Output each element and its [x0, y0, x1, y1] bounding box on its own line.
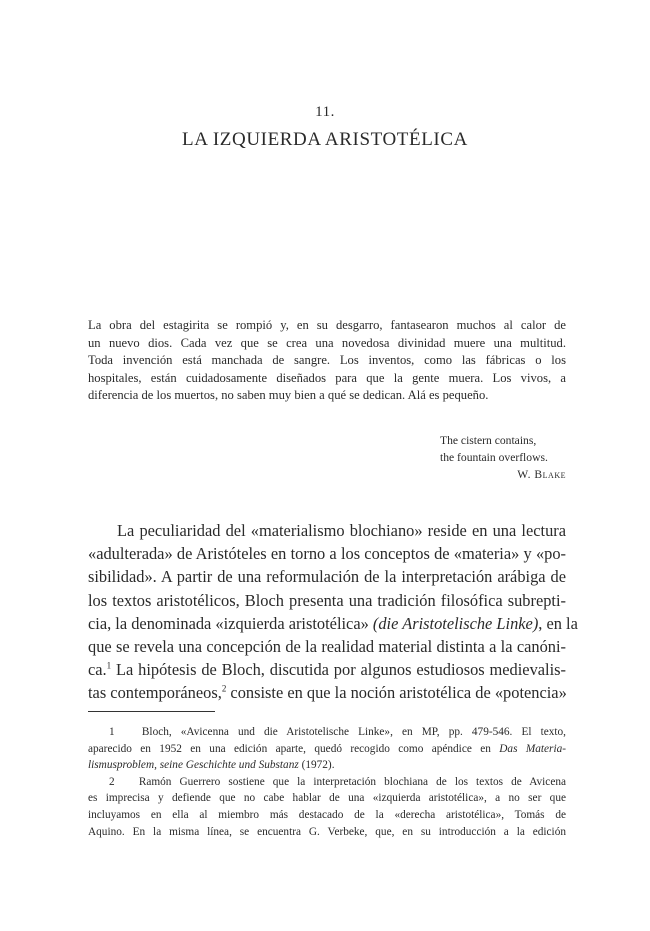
- body-line: sibilidad». A partir de una reformulación de la interpretación arábiga de: [88, 567, 566, 587]
- chapter-title: LA IZQUIERDA ARISTOTÉLICA: [182, 129, 468, 150]
- footnote-2-line: 2 Ramón Guerrero sostiene que la interpretación blochiana de los textos de Avicena: [109, 775, 566, 788]
- body-line: [88, 612, 578, 635]
- epigraph: [440, 432, 566, 483]
- body-line: los textos aristotélicos, Bloch presenta una tradición filosófica subrepti-: [88, 590, 566, 610]
- footnote-divider: [88, 711, 215, 712]
- footnote-text: aparecido en 1952 en una edición aparte, quedó recogido como apéndice en: [88, 742, 500, 755]
- intro-paragraph: [88, 317, 566, 405]
- intro-line: Toda invención está manchada de sangre. Los inventos, como las fábricas o los: [88, 353, 566, 368]
- body-line: «adulterada» de Aristóteles en torno a los conceptos de «materia» y «po-: [88, 544, 566, 564]
- footnote-1-line: [88, 757, 566, 774]
- footnotes: [88, 724, 566, 840]
- italic-term: (die Aristotelische Linke): [372, 613, 539, 633]
- body-line: [88, 658, 566, 681]
- footnote-1-line: [88, 741, 566, 758]
- footnote-2-line: es imprecisa y defiende que no cabe hablar de una «izquierda aristotélica», a no ser que: [88, 792, 566, 805]
- body-text: ca.: [88, 660, 107, 680]
- body-text: consiste en que la noción aristotélica de «potencia»: [226, 683, 567, 703]
- footnote-1-line: 1 Bloch, «Avicenna und die Aristotelische Linke», en MP, pp. 479-546. El texto,: [109, 726, 566, 738]
- chapter-number: 11.: [315, 104, 335, 120]
- footnote-ref-2[interactable]: 2: [221, 683, 227, 694]
- footnote-ref-1[interactable]: 1: [106, 660, 112, 671]
- intro-line: un nuevo dios. Cada vez que se crea una novedosa divinidad muere una multitud.: [88, 335, 566, 350]
- body-line: La peculiaridad del «materialismo blochiano» reside en una lectura: [117, 521, 566, 540]
- intro-line: diferencia de los muertos, no saben muy bien a qué se dedican. Alá es pequeño.: [88, 388, 489, 403]
- intro-line: La obra del estagirita se rompió y, en su desgarro, fantasearon muchos al calor de: [88, 318, 566, 332]
- body-text: , en la: [538, 613, 578, 633]
- body-line: que se revela una concepción de la realidad material distinta a la canóni-: [88, 637, 566, 657]
- epigraph-line: the fountain overflows.: [440, 451, 548, 464]
- footnote-italic: lismusproblem, seine Geschichte und Substanz: [88, 759, 299, 772]
- body-line: [88, 681, 566, 704]
- body-text: cia, la denominada «izquierda aristotélica»: [88, 613, 373, 633]
- body-text: La hipótesis de Bloch, discutida por algunos estudiosos medievalis-: [111, 660, 566, 680]
- footnote-2-line: incluyamos en ella al miembro más destacado de la «derecha aristotélica», Tomás de: [88, 808, 566, 821]
- body-text: tas contemporáneos,: [88, 683, 222, 703]
- footnote-text: (1972).: [298, 759, 335, 772]
- footnote-2-line: Aquino. En la misma línea, se encuentra G. Verbeke, que, en su introducción a la edición: [88, 825, 566, 838]
- footnote-italic: Das Materia-: [499, 742, 566, 755]
- epigraph-author: W. Blake: [517, 468, 566, 481]
- body-paragraph: [88, 519, 578, 705]
- intro-line: hospitales, están cuidadosamente diseñados para que la gente muera. Los vivos, a: [88, 370, 566, 385]
- epigraph-line: The cistern contains,: [440, 434, 537, 447]
